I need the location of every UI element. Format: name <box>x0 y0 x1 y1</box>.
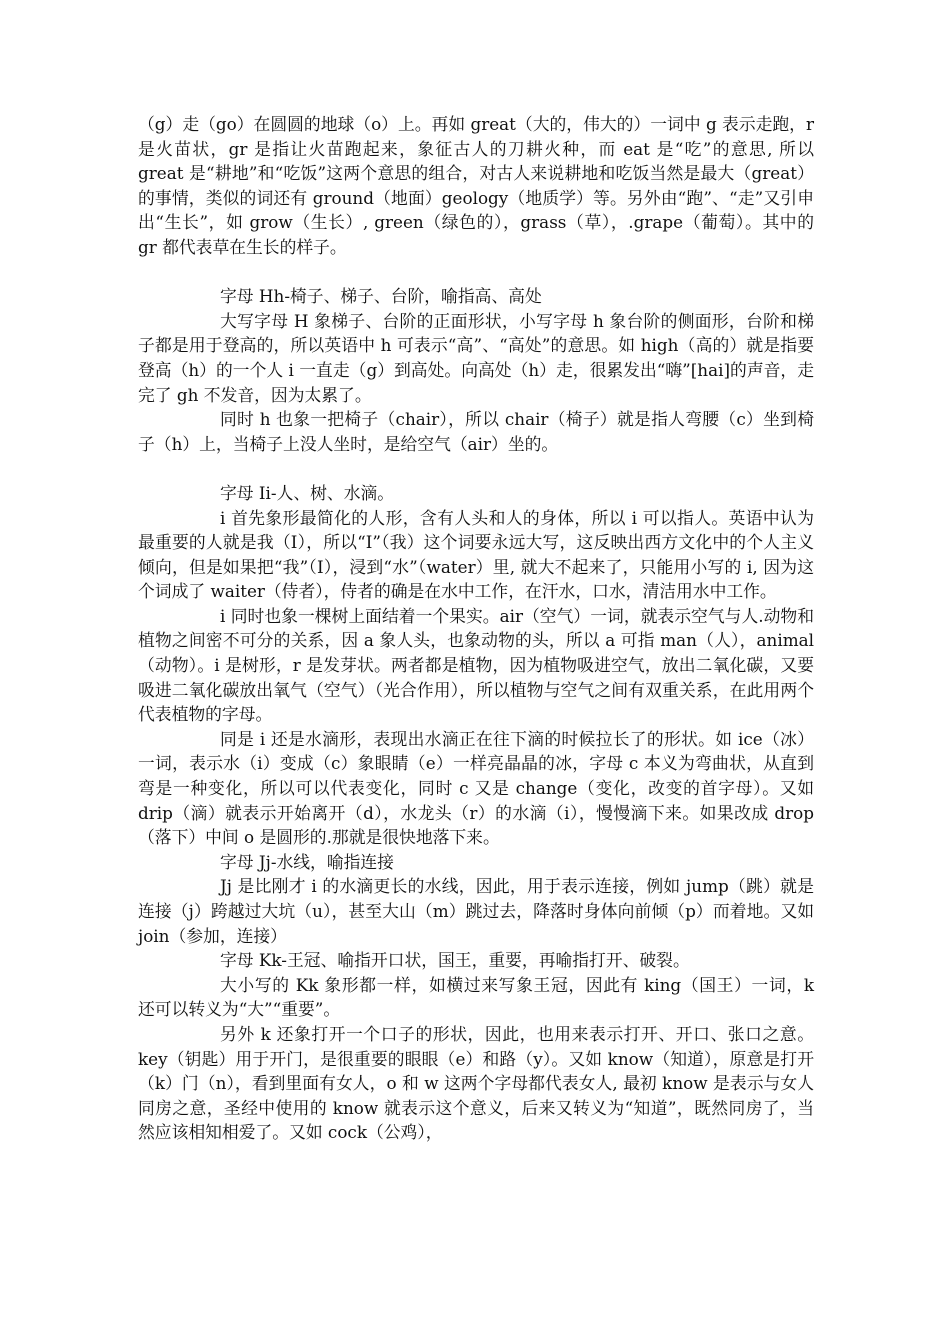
document-page <box>138 112 814 1145</box>
heading-letter-h: 字母 Hh-椅子、梯子、台阶，喻指高、高处 <box>220 286 542 307</box>
paragraph-gap <box>138 260 814 285</box>
paragraph-letter-j-line: Jj 是比刚才 i 的水滴更长的水线，因此，用于表示连接，例如 jump（跳）就是连接（j）跨越过大坑（u），甚至大山（m）跳过去，降落时身体向前倾（p）而着地。又如 join（参加，连接） <box>138 876 814 946</box>
paragraph-letter-k-crown: 大小写的 Kk 象形都一样，如横过来写象王冠，因此有 king（国王）一词，k 还可以转义为“大”“重要”。 <box>138 974 814 1020</box>
heading-letter-j: 字母 Jj-水线，喻指连接 <box>220 851 394 872</box>
paragraph-letter-i-tree: i 同时也象一棵树上面结着一个果实。air（空气）一词，就表示空气与人.动物和植物之间密不可分的关系，因 a 象人头，也象动物的头，所以 a 可指 man（人），animal（动物）。i 是树形，r 是发芽状。两者都是植物，因为植物吸进空气，放出二氧化碳，又要吸进二氧化碳放出氧气（空气）（光合作用），所以植物与空气之间有双重关系，在此用两个代表植物的字母。 <box>138 605 814 725</box>
paragraph-letter-h-ladder: 大写字母 H 象梯子、台阶的正面形状，小写字母 h 象台阶的侧面形，台阶和梯子都是用于登高的，所以英语中 h 可表示“高”、“高处”的意思。如 high（高的）就是指要登高（h）的一个人 i 一直走（g）到高处。向高处（h）走，很累发出“嗨”[hai]的声音，走完了 gh 不发音，因为太累了。 <box>138 310 814 405</box>
paragraph-letter-g-continued: （g）走（go）在圆圆的地球（o）上。再如 great（大的，伟大的）一词中 g 表示走跑，r 是火苗状，gr 是指让火苗跑起来，象征古人的刀耕火种，而 eat 是“吃”的意思, 所以 great 是“耕地”和“吃饭”这两个意思的组合，对古人来说耕地和吃饭当然是最大（great）的事情，类似的词还有 ground（地面）geology（地质学）等。另外由“跑”、“走”又引申出“生长”，如 grow（生长）, green（绿色的），grass（草），.grape（葡萄）。其中的 gr 都代表草在生长的样子。 <box>138 114 814 257</box>
heading-letter-i: 字母 Ii-人、树、水滴。 <box>220 482 395 503</box>
paragraph-letter-i-drop: 同是 i 还是水滴形，表现出水滴正在往下滴的时候拉长了的形状。如 ice（冰）一词，表示水（i）变成（c）象眼睛（e）一样亮晶晶的冰，字母 c 本义为弯曲状，从直到弯是一种变化，所以可以代表变化，同时 c 又是 change（变化，改变的首字母）。又如 drip（滴）就表示开始离开（d），水龙头（r）的水滴（i），慢慢滴下来。如果改成 drop（落下）中间 o 是圆形的.那就是很快地落下来。 <box>138 728 814 848</box>
paragraph-letter-h-chair: 同时 h 也象一把椅子（chair），所以 chair（椅子）就是指人弯腰（c）坐到椅子（h）上，当椅子上没人坐时，是给空气（air）坐的。 <box>138 409 814 454</box>
paragraph-gap <box>138 456 814 481</box>
heading-letter-k: 字母 Kk-王冠、喻指开口状，国王，重要，再喻指打开、破裂。 <box>220 950 690 971</box>
paragraph-letter-i-person: i 首先象形最简化的人形，含有人头和人的身体，所以 i 可以指人。英语中认为最重要的人就是我（I），所以“I”（我）这个词要永远大写，这反映出西方文化中的个人主义倾向，但是如果把“我”（I），浸到“水”（water）里, 就大不起来了，只能用小写的 i, 因为这个词成了 waiter（侍者），侍者的确是在水中工作，在汗水，口水，清洁用水中工作。 <box>138 507 814 602</box>
paragraph-letter-k-open: 另外 k 还象打开一个口子的形状，因此，也用来表示打开、开口、张口之意。key（钥匙）用于开门，是很重要的眼眼（e）和路（y）。又如 know（知道），原意是打开（k）门（n），看到里面有女人，o 和 w 这两个字母都代表女人, 最初 know 是表示与女人同房之意，圣经中使用的 know 就表示这个意义，后来又转义为“知道”，既然同房了，当然应该相知相爱了。又如 cock（公鸡）， <box>138 1023 814 1143</box>
